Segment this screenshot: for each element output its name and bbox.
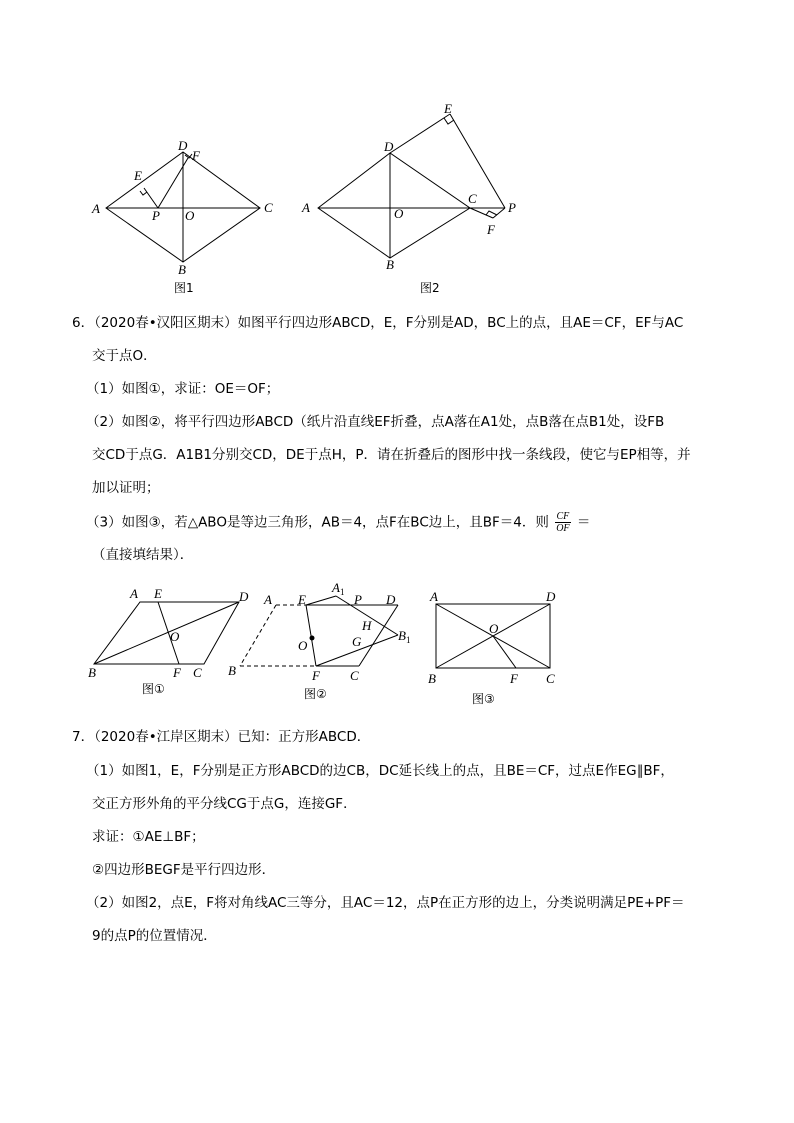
- label-e: E: [134, 168, 142, 183]
- label-a1: [331, 580, 344, 597]
- point-o: [310, 636, 315, 641]
- label-b: B: [428, 671, 436, 686]
- q6-part3-equals: ＝: [576, 514, 591, 531]
- label-b1-main: B: [398, 628, 406, 643]
- q6-part2-line1: （2）如图②，将平行四边形ABCD（纸片沿直线EF折叠，点A落在A1处，点B落在点B1处，设FB: [86, 414, 665, 430]
- label-o: O: [489, 621, 499, 636]
- label-a: A: [92, 201, 100, 216]
- q7-part1-line4: ②四边形BEGF是平行四边形．: [92, 862, 276, 878]
- label-a: A: [264, 592, 272, 607]
- label-a1-main: A: [332, 580, 340, 595]
- caption-fig2: 图2: [420, 281, 440, 295]
- label-b: B: [386, 257, 394, 272]
- label-o: O: [170, 629, 180, 644]
- label-o: O: [394, 206, 404, 221]
- caption-fig1: 图1: [174, 281, 194, 295]
- q7-line1: 7．（2020春•江岸区期末）已知：正方形ABCD．: [72, 729, 371, 745]
- figure-2: [290, 98, 530, 300]
- label-b1-sub: 1: [405, 635, 411, 645]
- label-f: F: [510, 671, 518, 686]
- figure-circle-2: [226, 580, 426, 708]
- label-p: P: [354, 592, 362, 607]
- fraction-numerator: CF: [556, 511, 570, 522]
- label-a: A: [430, 589, 438, 604]
- label-f: F: [192, 148, 200, 163]
- label-c: C: [546, 671, 555, 686]
- q6-part2-line3: 加以证明；: [92, 480, 160, 496]
- label-g: G: [352, 634, 362, 649]
- original-ab-dashed: [240, 605, 276, 666]
- label-c: C: [350, 668, 359, 683]
- figure-circle-3: [424, 585, 564, 711]
- q7-part2-line2: 9的点P的位置情况．: [92, 928, 217, 944]
- label-e: E: [154, 586, 162, 601]
- label-o: O: [298, 638, 308, 653]
- segment-ep: [450, 114, 505, 208]
- q7-part1-line3: 求证：①AE⊥BF；: [92, 829, 205, 845]
- label-d: D: [386, 592, 396, 607]
- label-p: P: [152, 208, 160, 223]
- caption-fig-circle3: 图③: [472, 692, 495, 706]
- segment-pe: [144, 188, 158, 208]
- q6-part3-line1: [86, 511, 590, 534]
- q6-part3-line2: （直接填结果）．: [92, 547, 194, 563]
- q7-part2-line1: （2）如图2，点E，F将对角线AC三等分，且AC＝12，点P在正方形的边上，分类说明满足PE+PF＝: [86, 895, 685, 911]
- label-b1: [398, 628, 410, 645]
- caption-fig-circle2: 图②: [304, 687, 327, 701]
- label-c: C: [468, 191, 477, 206]
- fraction-denominator: OF: [556, 523, 570, 534]
- label-f: F: [487, 222, 495, 237]
- label-c: C: [264, 200, 273, 215]
- label-d: D: [384, 139, 394, 154]
- figure-1: [88, 140, 288, 300]
- label-e: E: [298, 592, 306, 607]
- segment-fp: [493, 208, 505, 218]
- label-f: F: [312, 668, 320, 683]
- q6-part1: （1）如图①，求证：OE＝OF；: [86, 381, 280, 397]
- label-a1-sub: 1: [339, 587, 345, 597]
- segment-cf: [470, 208, 493, 218]
- label-f: F: [173, 665, 181, 680]
- label-e: E: [444, 101, 452, 116]
- q6-part3-text: （3）如图③，若△ABO是等边三角形，AB＝4，点F在BC边上，且BF＝4．则: [86, 514, 549, 531]
- label-h: H: [362, 618, 372, 633]
- label-a: A: [302, 200, 310, 215]
- segment-of: [493, 636, 516, 668]
- label-d: D: [239, 589, 249, 604]
- segment-ea1: [306, 596, 336, 605]
- segment-de: [390, 114, 450, 153]
- label-b: B: [178, 262, 186, 277]
- label-o: O: [185, 208, 195, 223]
- label-b: B: [228, 663, 236, 678]
- q6-part2-line2: 交CD于点G．A1B1分别交CD，DE于点H，P．请在折叠后的图形中找一条线段，使它与EP相等，并: [92, 447, 691, 463]
- right-angle-f: [486, 211, 497, 215]
- label-d: D: [178, 140, 188, 153]
- label-p: P: [508, 200, 516, 215]
- q7-part1-line2: 交正方形外角的平分线CG于点G，连接GF．: [92, 796, 357, 812]
- q6-line1: 6．（2020春•汉阳区期末）如图平行四边形ABCD，E，F分别是AD，BC上的点，且AE＝CF，EF与AC: [72, 315, 684, 331]
- label-c: C: [193, 665, 202, 680]
- q6-line2: 交于点O．: [92, 348, 157, 364]
- caption-fig-circle1: 图①: [142, 682, 165, 696]
- q7-part1-line1: （1）如图1，E，F分别是正方形ABCD的边CB，DC延长线上的点，且BE＝CF，过点E作EG∥BF，: [86, 763, 674, 779]
- label-d: D: [546, 589, 556, 604]
- label-a: A: [130, 586, 138, 601]
- fraction-cf-of: [555, 511, 570, 534]
- diagonal-bd: [94, 602, 239, 664]
- label-b: B: [88, 665, 96, 680]
- fold-line-ef: [306, 605, 316, 666]
